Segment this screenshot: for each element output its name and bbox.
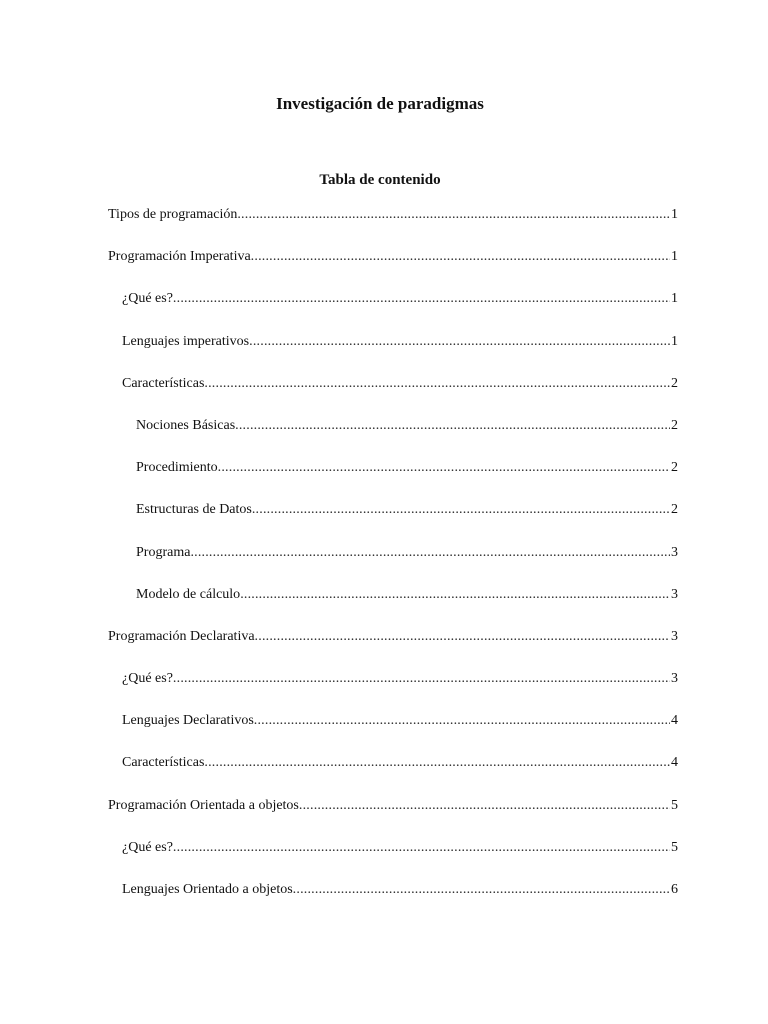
toc-dot-leader [249,332,670,352]
toc-entry-programacion-orientada-a-objetos[interactable] [108,796,678,838]
document-title: Investigación de paradigmas [276,94,484,113]
toc-entry-programacion-imperativa[interactable] [108,247,678,289]
toc-dot-leader [173,838,670,858]
table-of-contents [108,205,678,922]
toc-entry-caracteristicas-imperativa[interactable] [108,374,678,416]
toc-entry-label: ¿Qué es? [122,291,173,307]
toc-page-number: 2 [671,417,678,433]
toc-dot-leader [190,543,670,563]
toc-page-number: 6 [671,882,678,897]
toc-entry-tipos-de-programacion[interactable] [108,205,678,247]
toc-entry-label: Programación Orientada a objetos [108,797,299,813]
toc-entry-label: ¿Qué es? [122,671,173,687]
toc-page-number: 5 [671,839,678,855]
toc-entry-estructuras-de-datos[interactable] [108,500,678,542]
toc-dot-leader [204,374,670,394]
toc-page-number: 3 [671,671,678,687]
toc-entry-programa[interactable] [108,543,678,585]
toc-entry-nociones-basicas[interactable] [108,416,678,458]
toc-page-number: 4 [671,713,678,729]
toc-dot-leader [293,880,670,900]
toc-page-number: 1 [671,291,678,307]
toc-dot-leader [204,753,670,773]
toc-entry-label: Programación Declarativa [108,628,255,644]
toc-entry-label: Lenguajes Declarativos [122,713,254,729]
toc-entry-label: Programación Imperativa [108,249,251,265]
toc-entry-caracteristicas-declarativa[interactable] [108,753,678,795]
toc-page-number: 3 [671,544,678,560]
toc-dot-leader [237,205,670,225]
toc-entry-lenguajes-orientado-a-objetos[interactable] [108,880,678,922]
toc-entry-que-es-objetos[interactable] [108,838,678,880]
toc-entry-lenguajes-declarativos[interactable] [108,711,678,753]
toc-page-number: 3 [671,628,678,644]
toc-page-number: 2 [671,502,678,518]
toc-dot-leader [173,669,670,689]
toc-entry-label: Estructuras de Datos [136,502,252,518]
toc-dot-leader [299,796,670,816]
toc-entry-que-es-declarativa[interactable] [108,669,678,711]
toc-dot-leader [255,627,670,647]
toc-page-number: 2 [671,375,678,391]
toc-dot-leader [235,416,670,436]
toc-entry-label: Nociones Básicas [136,417,236,433]
toc-entry-label: Lenguajes imperativos [122,333,250,349]
toc-entry-procedimiento[interactable] [108,458,678,500]
toc-dot-leader [254,711,670,731]
toc-entry-label: Características [122,755,205,771]
toc-entry-label: Lenguajes Orientado a objetos [122,882,293,897]
toc-entry-label: Programa [136,544,191,560]
toc-entry-que-es-imperativa[interactable] [108,289,678,331]
toc-dot-leader [240,585,670,605]
toc-dot-leader [251,247,670,267]
toc-page-number: 1 [671,207,678,222]
toc-dot-leader [173,289,670,309]
toc-page-number: 1 [671,249,678,265]
toc-entry-label: Tipos de programación [108,207,238,222]
toc-page-number: 5 [671,797,678,813]
toc-page-number: 3 [671,586,678,602]
toc-page-number: 2 [671,460,678,476]
toc-entry-label: Procedimiento [136,460,218,476]
toc-entry-modelo-de-calculo[interactable] [108,585,678,627]
toc-entry-label: ¿Qué es? [122,839,173,855]
toc-entry-lenguajes-imperativos[interactable] [108,332,678,374]
toc-entry-programacion-declarativa[interactable] [108,627,678,669]
toc-entry-label: Modelo de cálculo [136,586,241,602]
toc-page-number: 4 [671,755,678,771]
toc-page-number: 1 [671,333,678,349]
toc-entry-label: Características [122,375,205,391]
toc-heading: Tabla de contenido [319,172,441,188]
toc-dot-leader [252,500,670,520]
toc-dot-leader [218,458,670,478]
